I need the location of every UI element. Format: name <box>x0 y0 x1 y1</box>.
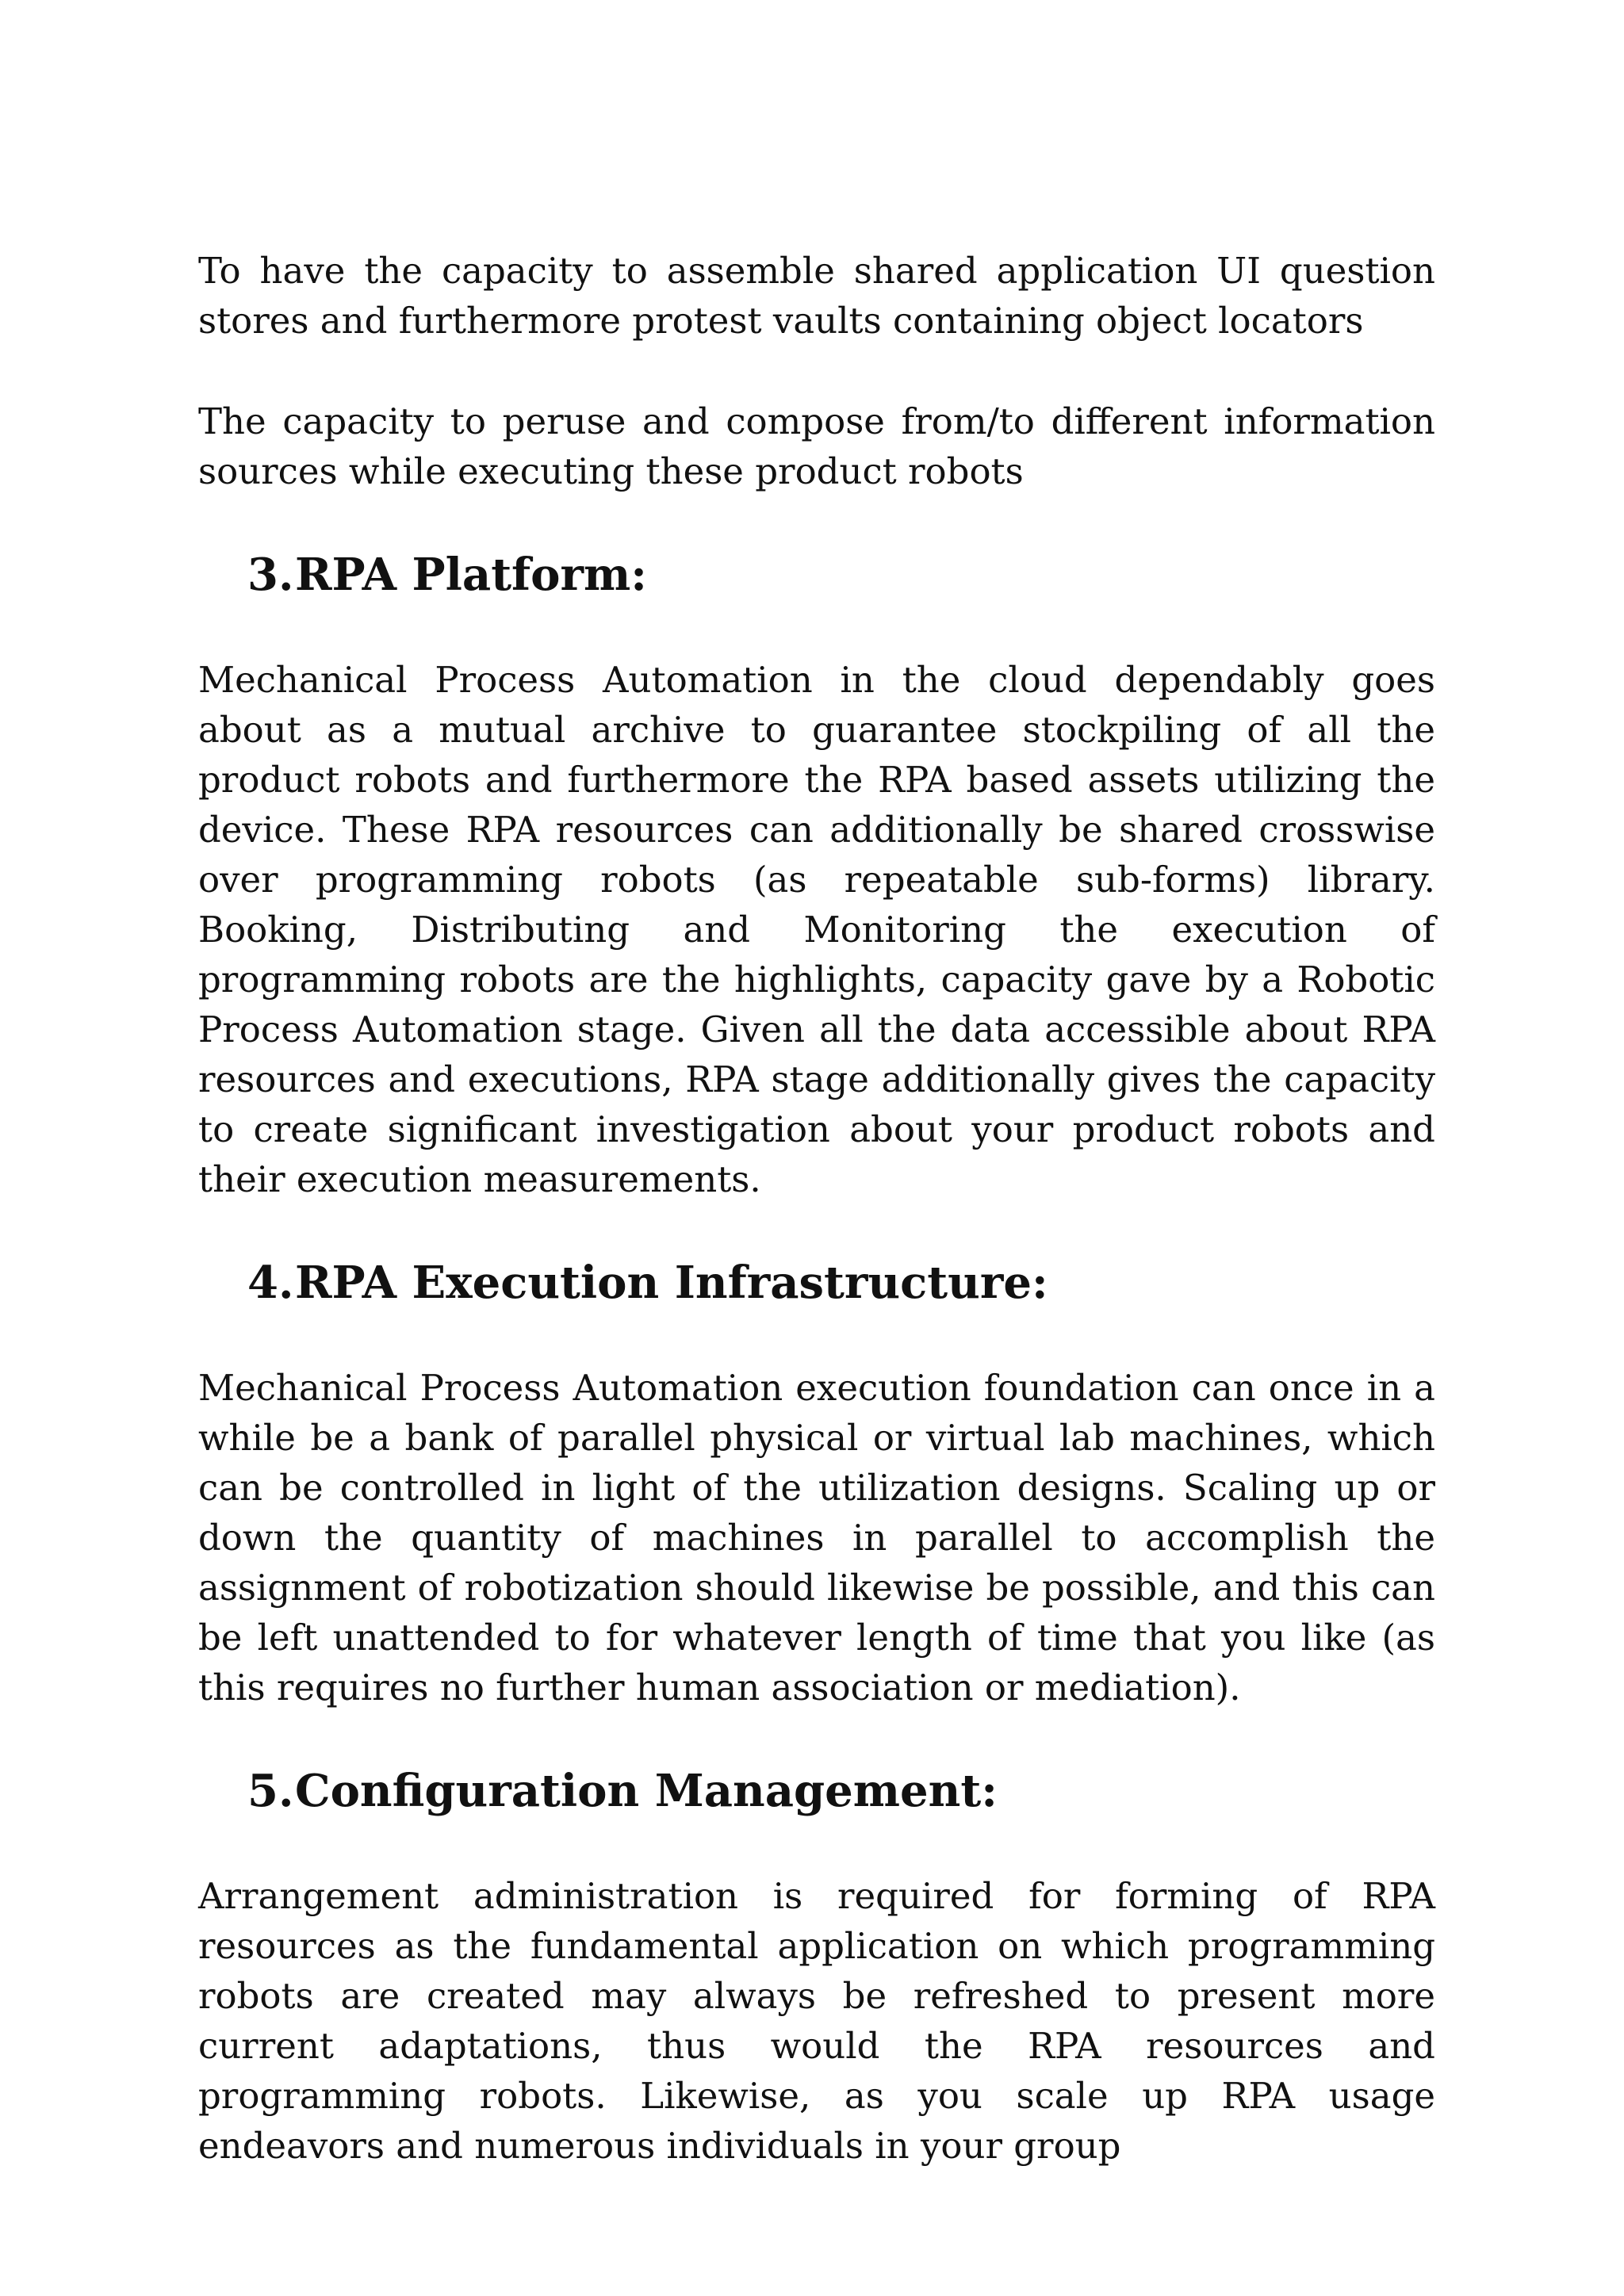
paragraph-data-sources: The capacity to peruse and compose from/to different information sources while executing these product robots <box>198 400 1435 492</box>
heading-configuration-management <box>247 1763 1435 1819</box>
heading-rpa-platform <box>247 547 1435 603</box>
heading-number: 3. <box>247 549 294 601</box>
paragraph-rpa-platform: Mechanical Process Automation in the cloud dependably goes about as a mutual archive to guarantee stockpiling of all the product robots and furthermore the RPA based assets utilizing the device. These RPA resources can additionally be shared crosswise over programming robots (as repeatable sub-forms) library. Booking, Distributing and Monitoring the execution of programming robots are the highlights, capacity gave by a Robotic Process Automation stage. Given all the data accessible about RPA resources and executions, RPA stage additionally gives the capacity to create significant investigation about your product robots and their execution measurements. <box>198 659 1435 1200</box>
heading-title: Configuration Management: <box>295 1765 998 1817</box>
heading-title: RPA Platform: <box>295 549 647 601</box>
heading-rpa-execution-infrastructure <box>247 1255 1435 1311</box>
heading-number: 4. <box>247 1257 294 1309</box>
paragraph-rpa-execution-infrastructure: Mechanical Process Automation execution foundation can once in a while be a bank of parallel physical or virtual lab machines, which can be controlled in light of the utilization designs. Scaling up or down the quantity of machines in parallel to accomplish the assignment of robotization should likewise be possible, and this can be left unattended to for whatever length of time that you like (as this requires no further human association or mediation). <box>198 1367 1435 1709</box>
heading-title: RPA Execution Infrastructure: <box>295 1257 1048 1309</box>
page-content <box>198 246 1435 2221</box>
paragraph-ui-object-stores: To have the capacity to assemble shared application UI question stores and furthermore protest vaults containing object locators <box>198 250 1435 342</box>
paragraph-configuration-management: Arrangement administration is required for forming of RPA resources as the fundamental application on which programming robots are created may always be refreshed to present more current adaptations, thus would the RPA resources and programming robots. Likewise, as you scale up RPA usage endeavors and numerous individuals in your group <box>198 1875 1435 2167</box>
heading-number: 5. <box>247 1765 294 1817</box>
